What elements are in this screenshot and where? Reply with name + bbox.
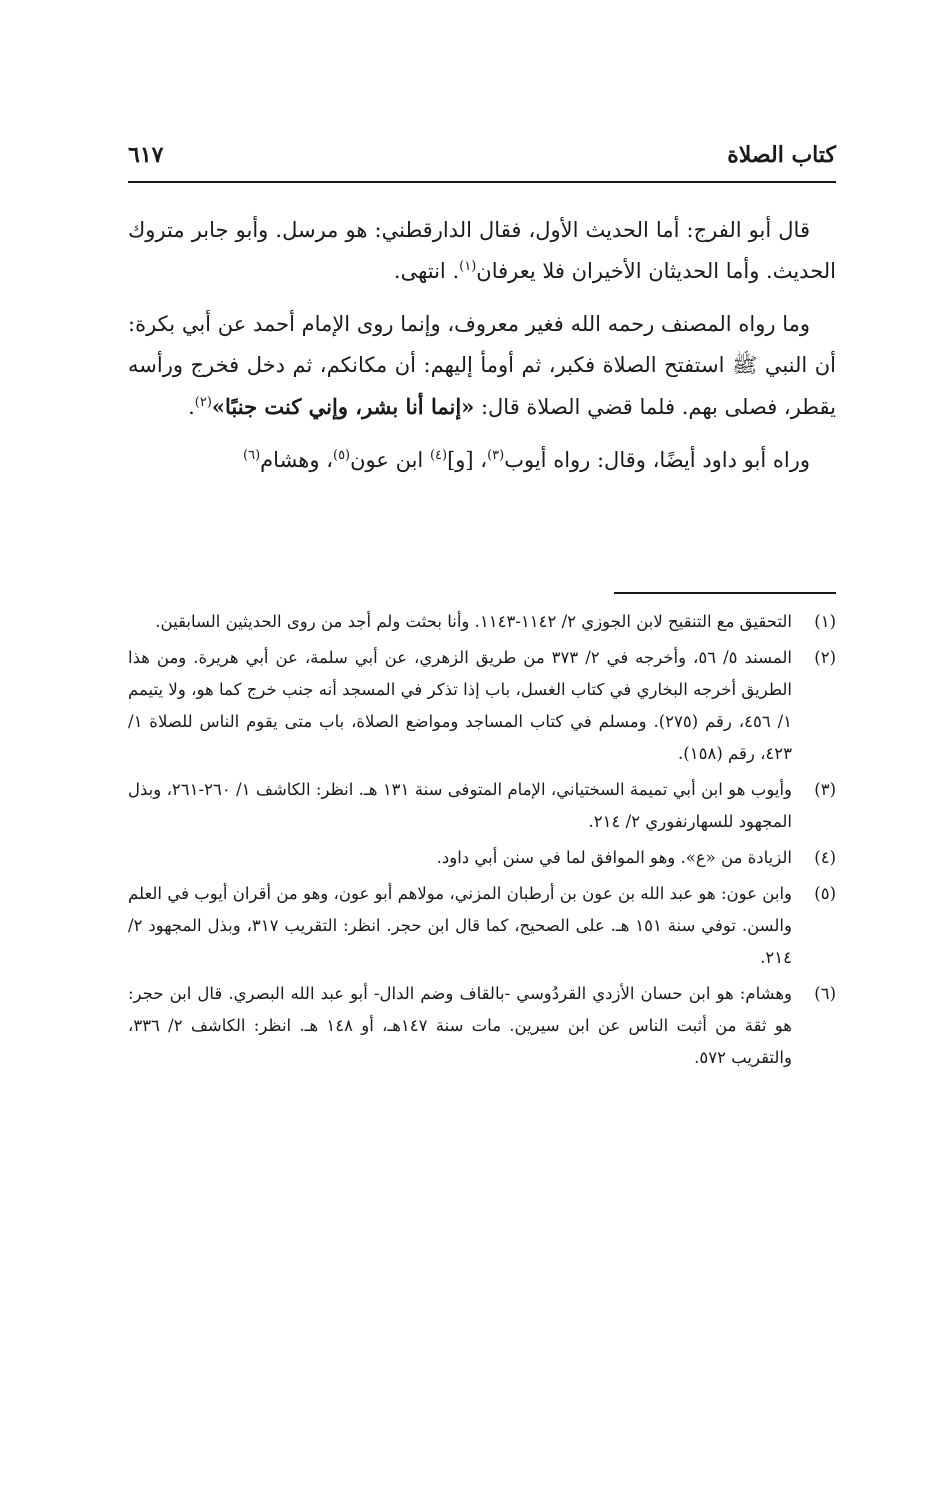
footnote-number: (٢) xyxy=(814,648,836,667)
footnote-4 xyxy=(128,842,836,874)
running-title: كتاب الصلاة xyxy=(727,142,836,168)
paragraph-3 xyxy=(128,440,836,481)
footnote-text: وهشام: هو ابن حسان الأزدي القردُوسي -بالقاف وضم الدال- أبو عبد الله البصري. قال ابن حجر: هو ثقة من أثبت الناس عن ابن سيرين. مات سنة ١٤٧هـ، أو ١٤٨ هـ. انظر: الكاشف ٢/ ٣٣٦، والتقريب ٥٧٢. xyxy=(128,984,792,1067)
paragraph-2-text-b: . xyxy=(188,395,195,419)
page-number: ٦١٧ xyxy=(128,142,164,168)
paragraph-2 xyxy=(128,304,836,428)
footnote-3 xyxy=(128,774,836,838)
footnote-text: الزيادة من «ع». وهو الموافق لما في سنن أبي داود. xyxy=(436,848,792,867)
paragraph-3-text-c: ابن عون xyxy=(350,448,430,472)
footnote-number: (١) xyxy=(814,612,836,631)
footnote-number: (٦) xyxy=(814,984,836,1003)
footnotes xyxy=(128,606,836,1078)
footnote-ref-6: (٦) xyxy=(243,448,261,463)
paragraph-3-text-a: وراه أبو داود أيضًا، وقال: رواه أيوب xyxy=(504,448,810,472)
footnote-ref-5: (٥) xyxy=(332,448,351,463)
paragraph-1-text-b: . انتهى. xyxy=(393,259,460,283)
footnote-text: وأيوب هو ابن أبي تميمة السختياني، الإمام المتوفى سنة ١٣١ هـ. انظر: الكاشف ١/ ٢٦٠-٢٦١، وبذل المجهود للسهارنفوري ٢/ ٢١٤. xyxy=(128,780,793,831)
footnote-number: (٣) xyxy=(814,780,836,799)
page-header xyxy=(128,140,836,180)
footnote-number: (٤) xyxy=(814,848,836,867)
paragraph-3-text-d: ، وهشام xyxy=(260,448,333,472)
footnote-separator xyxy=(614,592,836,594)
paragraph-1 xyxy=(128,210,836,292)
footnote-ref-2: (٢) xyxy=(194,395,212,410)
footnote-ref-1: (١) xyxy=(459,259,477,274)
footnote-number: (٥) xyxy=(814,884,836,903)
footnote-text: وابن عون: هو عبد الله بن عون بن أرطبان المزني، مولاهم أبو عون، وهو من أقران أيوب في العلم والسن. توفي سنة ١٥١ هـ. على الصحيح، كما قال ابن حجر. انظر: التقريب ٣١٧، وبذل المجهود ٢/ ٢١٤. xyxy=(128,884,792,967)
paragraph-3-text-b: ، [و] xyxy=(447,448,488,472)
footnote-5 xyxy=(128,878,836,974)
footnote-ref-3: (٣) xyxy=(487,448,505,463)
header-rule xyxy=(128,181,836,183)
footnote-ref-4: (٤) xyxy=(429,448,448,463)
footnote-1 xyxy=(128,606,836,638)
main-text xyxy=(128,210,836,481)
footnote-2 xyxy=(128,642,836,770)
footnote-text: التحقيق مع التنقيح لابن الجوزي ٢/ ١١٤٢-١١٤٣. وأنا بحثت ولم أجد من روى الحديثين السابقين. xyxy=(155,612,792,631)
hadith-quote: «إنما أنا بشر، وإني كنت جنبًا» xyxy=(211,394,475,419)
paragraph-2-text-a: وما رواه المصنف رحمه الله فغير معروف، وإنما روى الإمام أحمد عن أبي بكرة: أن النبي ﷺ استفتح الصلاة فكبر، ثم أومأ إليهم: أن مكانكم، ثم دخل فخرج ورأسه يقطر، فصلى بهم. فلما قضي الصلاة قال: xyxy=(128,312,836,419)
footnote-text: المسند ٥/ ٥٦، وأخرجه في ٢/ ٣٧٣ من طريق الزهري، عن أبي سلمة، عن أبي هريرة. ومن هذا الطريق أخرجه البخاري في كتاب الغسل، باب إذا تذكر في المسجد أنه جنب خرج كما هو، ولا يتيمم ١/ ٤٥٦، رقم (٢٧٥). ومسلم في كتاب المساجد ومواضع الصلاة، باب متى يقوم الناس للصلاة ١/ ٤٢٣، رقم (١٥٨). xyxy=(128,648,793,763)
footnote-6 xyxy=(128,978,836,1074)
paragraph-1-text-a: قال أبو الفرج: أما الحديث الأول، فقال الدارقطني: هو مرسل. وأبو جابر متروك الحديث. وأما الحديثان الأخيران فلا يعرفان xyxy=(128,218,836,283)
